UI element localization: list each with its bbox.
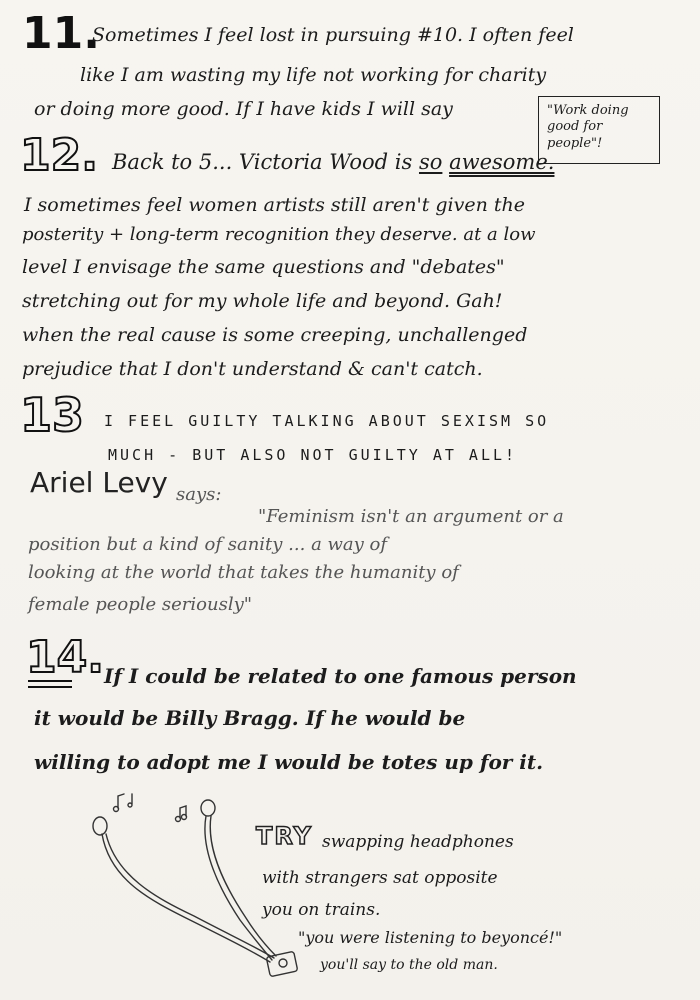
entry-14-line-1: If I could be related to one famous person [104, 664, 577, 688]
tip-line-2: with strangers sat opposite [262, 868, 498, 888]
entry-14-line-3: willing to adopt me I would be totes up for it. [34, 750, 544, 774]
quote-line-4: female people seriously" [28, 594, 253, 615]
entry-11-number: 11. [22, 8, 100, 59]
tip-line-1: swapping headphones [322, 832, 514, 852]
entry-13-caps-line-2: MUCH - BUT ALSO NOT GUILTY AT ALL! [108, 446, 518, 464]
entry-12-line-7: prejudice that I don't understand & can't catch. [22, 358, 483, 380]
entry-11-line-1: Sometimes I feel lost in pursuing #10. I often feel [92, 24, 574, 46]
entry-12-line-2: I sometimes feel women artists still aren't given the [24, 194, 525, 216]
entry-14-number: 14. [26, 632, 104, 683]
entry-13-caps-line-1: I FEEL GUILTY TALKING ABOUT SEXISM SO [104, 412, 550, 430]
tip-line-5: you'll say to the old man. [320, 957, 498, 973]
entry-12-number: 12. [20, 130, 98, 181]
word-awesome: awesome. [449, 150, 555, 174]
tip-line-4: "you were listening to beyoncé!" [298, 928, 563, 947]
author-name: Ariel Levy [30, 466, 168, 499]
boxed-note: "Work doing good for people"! [538, 96, 660, 164]
entry-12-line-1 [112, 152, 554, 173]
earbud-right-icon [201, 800, 215, 816]
music-player-icon [266, 951, 298, 976]
entry-12-line-4: level I envisage the same questions and "debates" [22, 256, 505, 278]
entry-12-line-3: posterity + long-term recognition they deserve. at a low [22, 224, 536, 245]
tip-line-3: you on trains. [262, 900, 381, 920]
entry-12-line-6: when the real cause is some creeping, unchallenged [22, 324, 528, 346]
quote-line-3: looking at the world that takes the humanity of [28, 562, 459, 583]
word-so: so [418, 150, 443, 174]
quote-line-2: position but a kind of sanity ... a way of [28, 534, 388, 555]
headphones-sketch [80, 790, 320, 990]
entry-12-line-5: stretching out for my whole life and beyond. Gah! [22, 290, 503, 312]
author-says: says: [176, 484, 222, 505]
tip-heading: TRY [256, 822, 313, 850]
entry-12-intro: Back to 5... Victoria Wood is [112, 150, 413, 174]
number-underline [28, 680, 72, 688]
entry-11-line-2: like I am wasting my life not working for charity [80, 64, 547, 86]
entry-13-number: 13 [20, 388, 85, 442]
earbud-left-icon [93, 817, 107, 835]
entry-11-line-3: or doing more good. If I have kids I will say [34, 98, 453, 120]
quote-line-1: "Feminism isn't an argument or a [258, 506, 564, 527]
entry-14-line-2: it would be Billy Bragg. If he would be [34, 706, 466, 730]
